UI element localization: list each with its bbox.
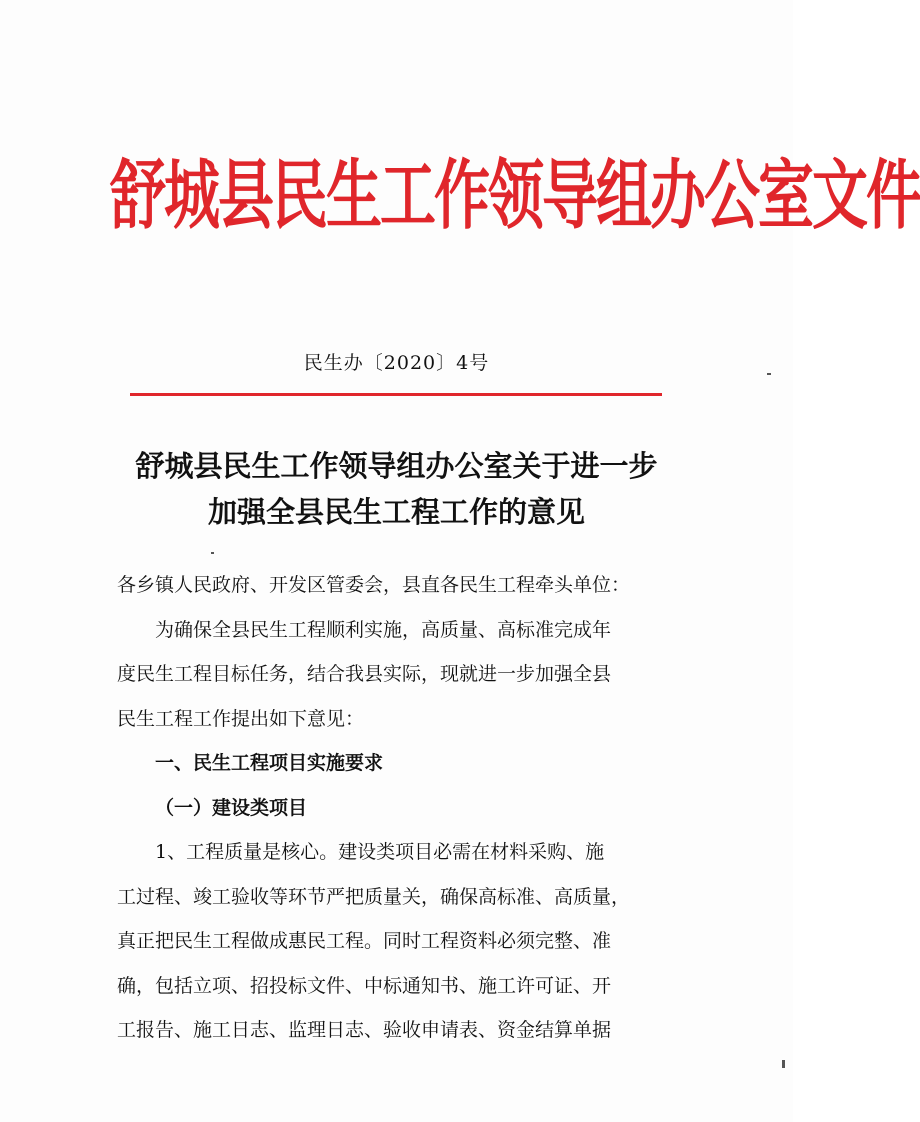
intro-line-3: 民生工程工作提出如下意见： [117,707,365,730]
item-1-line-3: 真正把民生工程做成惠民工程。同时工程资料必须完整、准 [117,930,612,952]
document-number: 民生办〔2020〕4号 [303,352,490,374]
subsection-heading: （一）建设类项目 [155,796,308,819]
addressee: 各乡镇人民政府、开发区管委会，县直各民生工程牵头单位： [117,574,631,596]
document-title-line-1: 舒城县民生工作领导组办公室关于进一步 [135,449,658,483]
letterhead-title: 舒城县民生工作领导组办公室文件 [110,151,920,241]
item-1-line-4: 确，包括立项、招投标文件、中标通知书、施工许可证、开 [117,974,612,997]
document-title [100,443,693,535]
intro-line-2: 度民生工程目标任务，结合我县实际，现就进一步加强全县 [117,663,612,685]
red-divider [130,393,662,396]
document-body [117,563,677,1053]
section-heading: 一、民生工程项目实施要求 [155,752,384,774]
item-1-line-5: 工报告、施工日志、监理日志、验收申请表、资金结算单据 [117,1019,612,1041]
item-1-line-1: 1、工程质量是核心。建设类项目必需在材料采购、施 [155,841,605,863]
scan-mark [211,552,214,554]
intro-line-1: 为确保全县民生工程顺利实施，高质量、高标准完成年 [155,618,612,641]
scan-mark [782,1060,785,1068]
scan-mark [767,373,771,375]
document-title-line-2: 加强全县民生工程工作的意见 [207,495,585,529]
item-1-line-2: 工过程、竣工验收等环节严把质量关，确保高标准、高质量， [117,885,631,908]
